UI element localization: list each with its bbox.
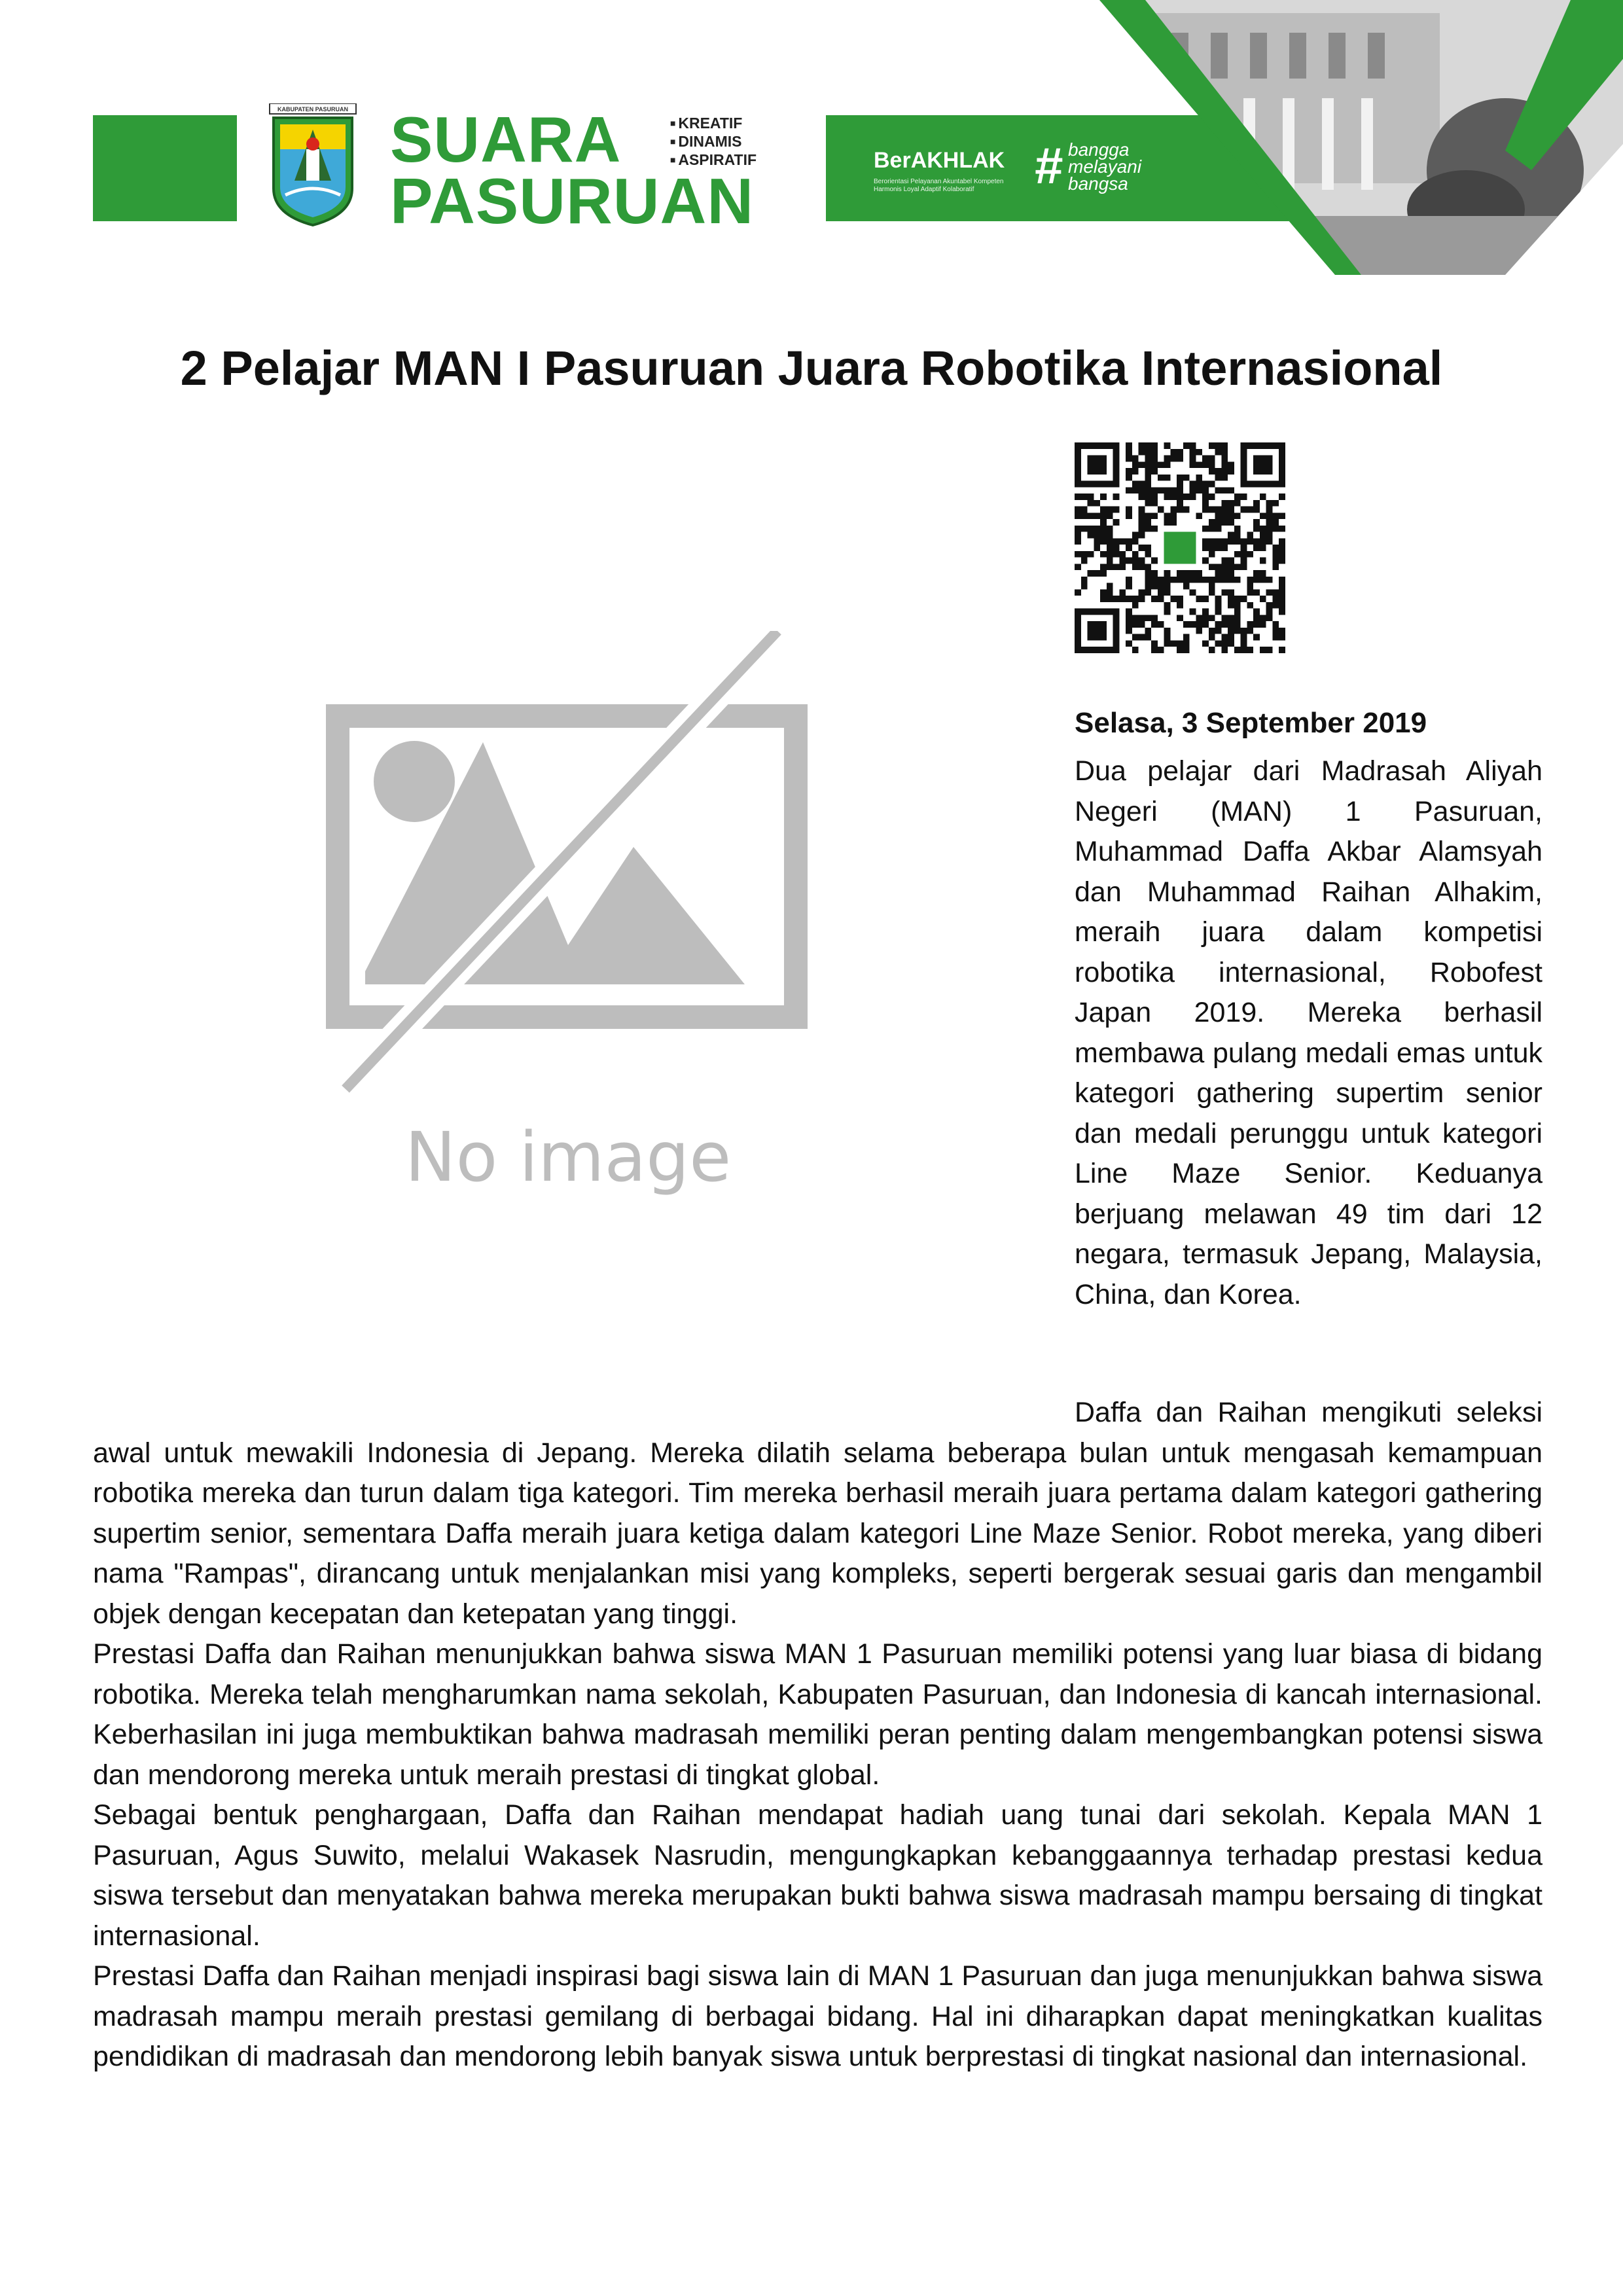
- logo-caption: KABUPATEN PASURUAN: [277, 106, 348, 113]
- berakhlak-subtitle: Berorientasi Pelayanan Akuntabel Kompeten Harmonis Loyal Adaptif Kolaboratif: [874, 178, 1004, 193]
- tagline-item: ■ DINAMIS: [670, 132, 757, 151]
- paragraph: Prestasi Daffa dan Raihan menunjukkan bahwa siswa MAN 1 Pasuruan memiliki potensi yang luar biasa di bidang robotika. Mereka telah mengharumkan nama sekolah, Kabupaten Pasuruan, dan Indonesia di kancah internasional. Keberhasilan ini juga membuktikan bahwa madrasah memiliki peran penting dalam mengembangkan potensi siswa dan mendorong mereka untuk meraih prestasi di tingkat global.: [93, 1638, 1543, 1791]
- article-date: Selasa, 3 September 2019: [1075, 707, 1427, 739]
- paragraph: Sebagai bentuk penghargaan, Daffa dan Raihan mendapat hadiah uang tunai dari sekolah. Kepala MAN 1 Pasuruan, Agus Suwito, melalui Wakasek Nasrudin, mengungkapkan kebanggaannya terhadap prestasi kedua siswa tersebut dan menyatakan bahwa mereka merupakan bukti bahwa siswa madrasah mampu bersaing di tingkat internasional.: [93, 1799, 1543, 1952]
- paragraph: Dua pelajar dari Madrasah Aliyah Negeri (MAN) 1 Pasuruan, Muhammad Daffa Akbar Alamsyah dan Muhammad Raihan Alhakim, meraih juara dalam kompetisi robotika internasional, Robofest Japan 2019. Mereka berhasil membawa pulang medali emas untuk kategori gathering supertim senior dan medali perunggu untuk kategori Line Maze Senior. Keduanya berjuang melawan 49 tim dari 12 negara, termasuk Jepang, Malaysia, China, dan Korea.: [1075, 755, 1543, 1310]
- paragraph: Prestasi Daffa dan Raihan menjadi inspirasi bagi siswa lain di MAN 1 Pasuruan dan juga menunjukkan bahwa siswa madrasah mampu meraih prestasi gemilang di berbagai bidang. Hal ini diharapkan dapat meningkatkan kualitas pendidikan di madrasah dan mendorong lebih banyak siswa untuk berprestasi di tingkat nasional dan internasional.: [93, 1960, 1543, 2072]
- article-intro-paragraph: [1075, 751, 1543, 1315]
- hashtag-symbol: #: [1034, 137, 1063, 194]
- tagline-item: ■ ASPIRATIF: [670, 151, 757, 169]
- brand-line-1: SUARA: [390, 103, 622, 175]
- slogan-text: [1068, 141, 1141, 192]
- pasuruan-regency-logo: [267, 103, 359, 226]
- qr-center-logo-icon: [1164, 532, 1196, 564]
- article-body: [93, 1393, 1543, 2077]
- no-image-placeholder: [326, 631, 810, 1207]
- berakhlak-label: BerAKHLAK: [874, 148, 1005, 173]
- qr-code[interactable]: [1075, 442, 1285, 653]
- header-left-bar: [93, 115, 237, 221]
- slogan-line: bangsa: [1068, 173, 1128, 194]
- slogan-line: bangga: [1068, 139, 1130, 160]
- brand-tagline: [670, 114, 757, 169]
- slogan-line: melayani: [1068, 156, 1142, 177]
- header-building-graphic: [1047, 0, 1623, 281]
- no-image-label: No image: [404, 1117, 732, 1197]
- tagline-item: ■ KREATIF: [670, 114, 757, 132]
- brand-line-2: PASURUAN: [390, 165, 755, 237]
- article-title: 2 Pelajar MAN I Pasuruan Juara Robotika Internasional: [180, 341, 1443, 395]
- paragraph: Daffa dan Raihan mengikuti seleksi awal untuk mewakili Indonesia di Jepang. Mereka dilatih selama beberapa bulan untuk mengasah kemampuan robotika mereka dan turun dalam tiga kategori. Tim mereka berhasil meraih juara pertama dalam kategori gathering supertim senior, sementara Daffa meraih juara ketiga dalam kategori Line Maze Senior. Robot mereka, yang diberi nama "Rampas", dirancang untuk menjalankan misi yang kompleks, seperti bergerak sesuai garis dan mengambil objek dengan kecepatan dan ketepatan yang tinggi.: [93, 1397, 1543, 1630]
